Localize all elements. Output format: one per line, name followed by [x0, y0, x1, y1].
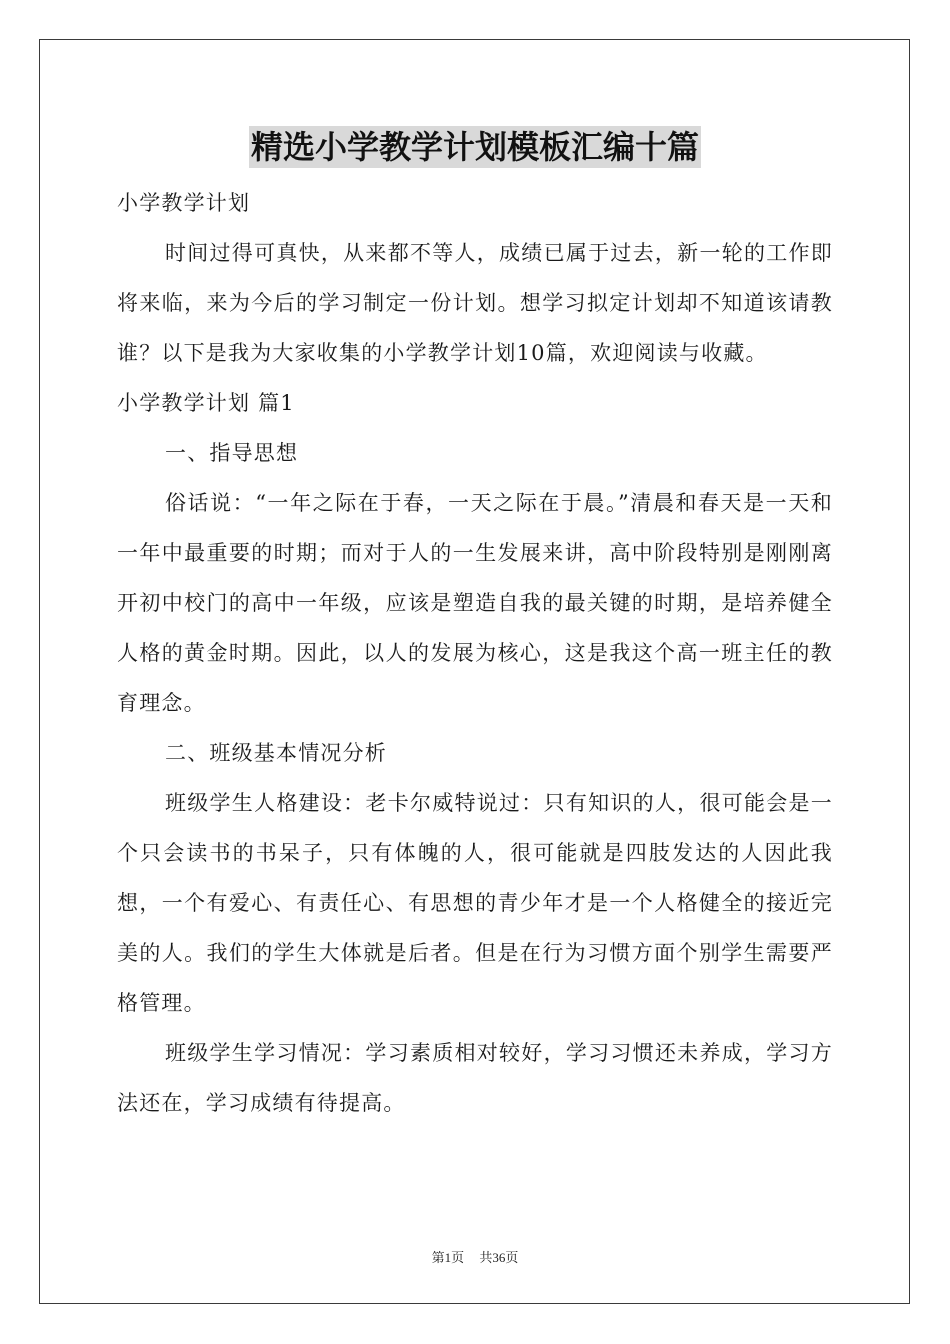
page-total: 共36页: [479, 1250, 519, 1265]
section-heading: 小学教学计划: [117, 191, 251, 215]
document-body: [117, 178, 833, 1128]
title-container: [0, 126, 950, 168]
intro-paragraph: 时间过得可真快，从来都不等人，成绩已属于过去，新一轮的工作即将来临，来为今后的学习制定一份计划。想学习拟定计划却不知道该请教谁？以下是我为大家收集的小学教学计划10篇，欢迎阅读与收藏。: [117, 241, 833, 365]
body-paragraph: 俗话说：“一年之际在于春，一天之际在于晨。”清晨和春天是一天和一年中最重要的时期；而对于人的一生发展来讲，高中阶段特别是刚刚离开初中校门的高中一年级，应该是塑造自我的最关键的时期，是培养健全人格的黄金时期。因此，以人的发展为核心，这是我这个高一班主任的教育理念。: [117, 491, 833, 715]
chapter-heading: 小学教学计划 篇1: [117, 391, 295, 415]
document-title: 精选小学教学计划模板汇编十篇: [250, 128, 699, 166]
body-paragraph: 班级学生人格建设：老卡尔威特说过：只有知识的人，很可能会是一个只会读书的书呆子，只有体魄的人，很可能就是四肢发达的人因此我想，一个有爱心、有责任心、有思想的青少年才是一个人格健全的接近完美的人。我们的学生大体就是后者。但是在行为习惯方面个别学生需要严格管理。: [117, 791, 833, 1015]
body-paragraph: 班级学生学习情况：学习素质相对较好，学习习惯还未养成，学习方法还在，学习成绩有待提高。: [117, 1041, 833, 1115]
page-footer: [0, 1247, 950, 1266]
subheading-class-analysis: 二、班级基本情况分析: [165, 741, 387, 765]
page-number: 第1页: [431, 1250, 465, 1265]
subheading-guiding-thought: 一、指导思想: [165, 441, 299, 465]
